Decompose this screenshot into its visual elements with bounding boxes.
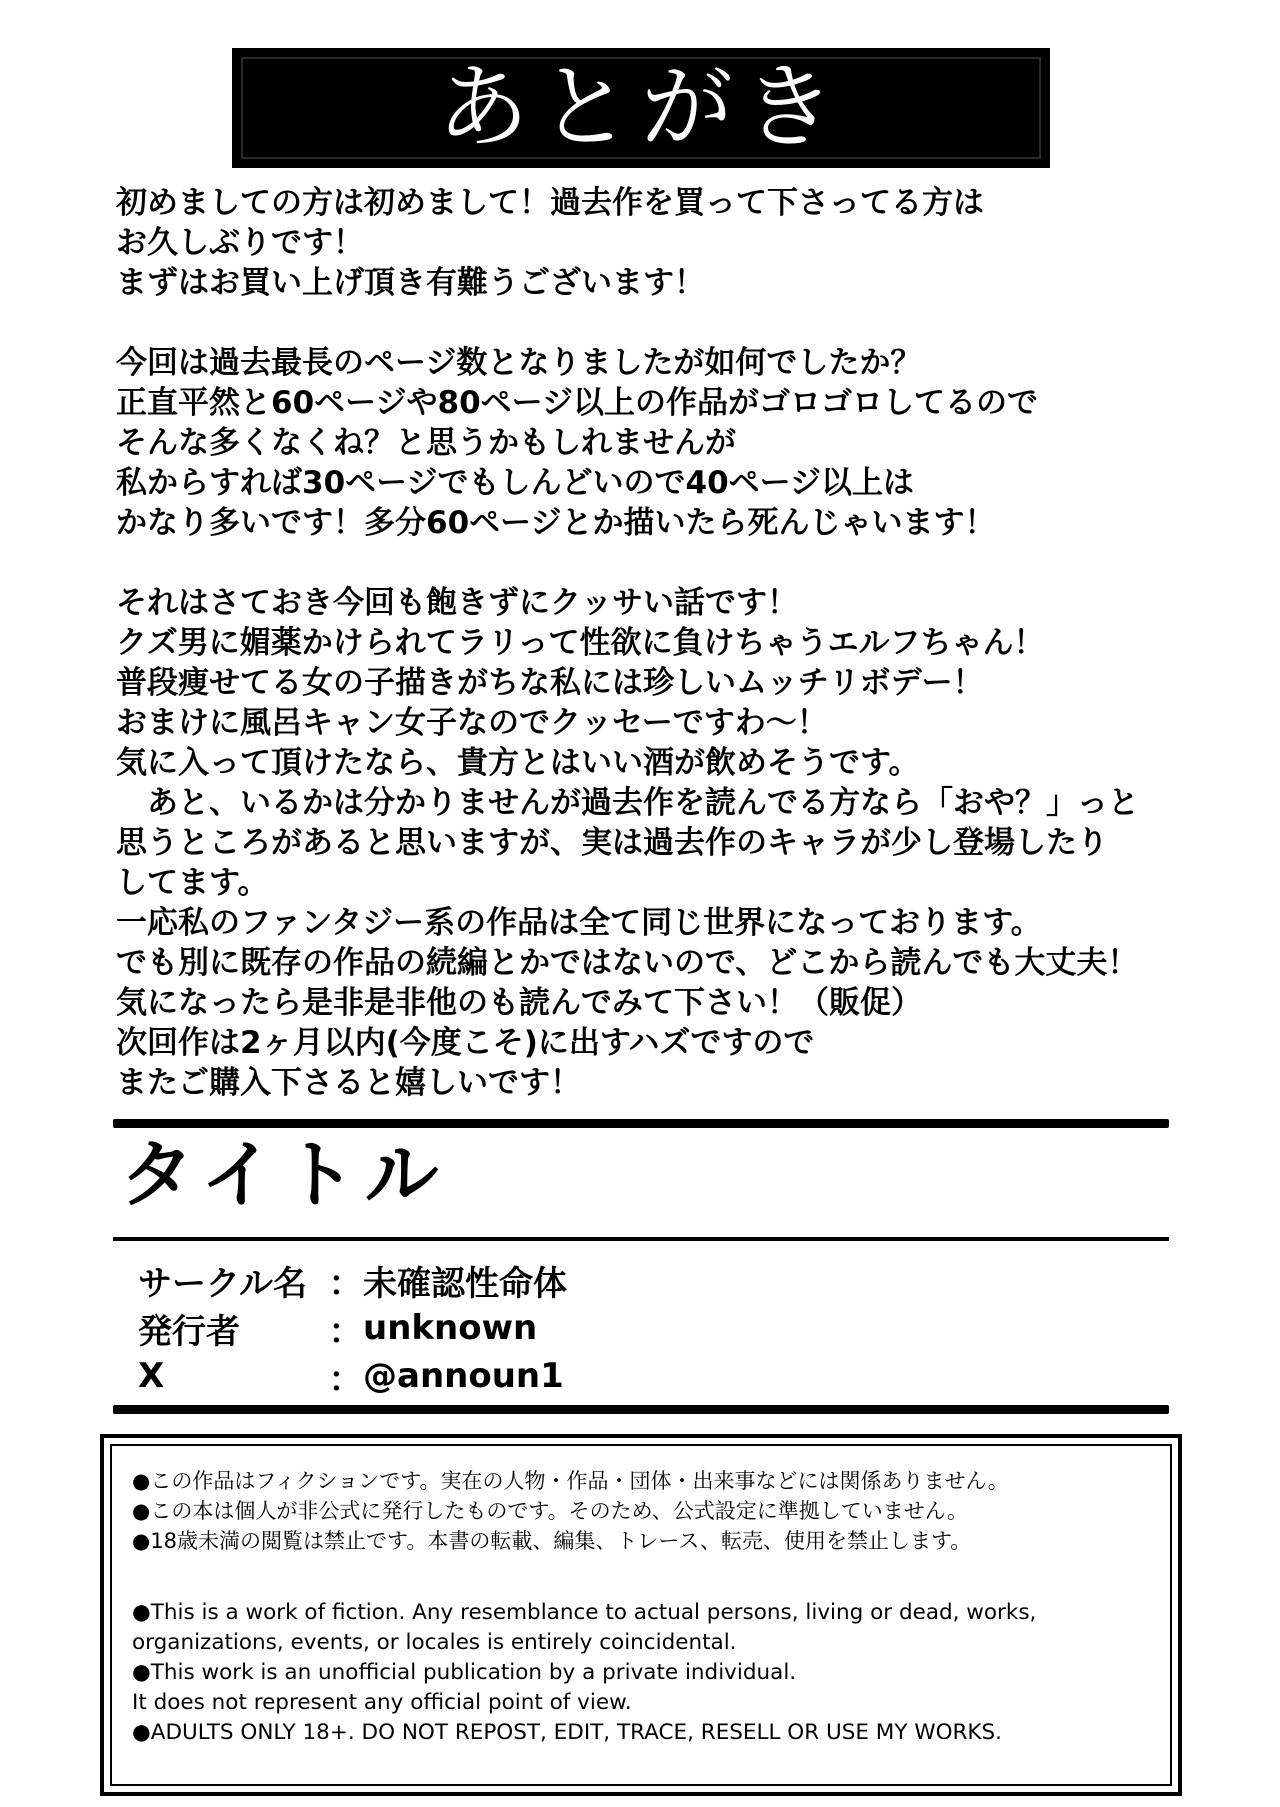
circle-name-label: サークル名 xyxy=(138,1263,307,1304)
separator: ： xyxy=(328,1359,363,1400)
afterword-line: でも別に既存の作品の続編とかではないので、どこから読んでも大丈夫！ xyxy=(116,945,1139,981)
colophon-row-x xyxy=(138,1352,567,1400)
afterword-line: そんな多くなくね？と思うかもしれませんが xyxy=(116,425,736,461)
afterword-line: 気になったら是非是非他のも読んでみて下さい！（販促） xyxy=(116,985,922,1021)
afterword-line: 私からすれば30ページでもしんどいので40ページ以上は xyxy=(116,465,915,501)
afterword-line: 今回は過去最長のページ数となりましたが如何でしたか？ xyxy=(116,345,922,381)
afterword-body xyxy=(116,183,1236,1103)
afterword-line: 正直平然と60ページや80ページ以上の作品がゴロゴロしてるので xyxy=(116,385,1039,421)
header-title: あとがき xyxy=(436,54,845,161)
x-label: X xyxy=(138,1356,165,1396)
afterword-line: かなり多いです！多分60ページとか描いたら死んじゃいます！ xyxy=(116,505,996,541)
afterword-line: 次回作は2ヶ月以内(今度こそ)に出すハズですので xyxy=(116,1025,815,1061)
x-handle-value: @announ1 xyxy=(363,1356,564,1396)
afterword-header-banner xyxy=(232,48,1050,168)
afterword-line: 普段痩せてる女の子描きがちな私には珍しいムッチリボデー！ xyxy=(116,665,984,701)
afterword-line: おまけに風呂キャン女子なのでクッセーですわ～！ xyxy=(116,705,828,741)
publisher-value: unknown xyxy=(363,1308,538,1348)
notice-line-jp: ●この本は個人が非公式に発行したものです。そのため、公式設定に準拠していません。 xyxy=(132,1499,969,1523)
separator: ： xyxy=(328,1311,363,1352)
colophon-info xyxy=(138,1256,567,1400)
divider-rule xyxy=(113,1405,1169,1414)
afterword-line: まずはお買い上げ頂き有難うございます！ xyxy=(116,265,705,301)
colophon-row-circle xyxy=(138,1256,567,1304)
afterword-line: してます。 xyxy=(116,865,269,901)
afterword-line: またご購入下さると嬉しいです！ xyxy=(116,1065,581,1101)
afterword-line: それはさておき今回も飽きずにクッサい話です！ xyxy=(116,585,798,621)
divider-rule xyxy=(113,1237,1169,1241)
notice-line-jp: ●18歳未満の閲覧は禁止です。本書の転載、編集、トレース、転売、使用を禁止します。 xyxy=(132,1529,972,1553)
notice-line-en: ●This is a work of fiction. Any resemblance to actual persons, living or dead, works, xyxy=(132,1600,1037,1625)
notice-line-en: organizations, events, or locales is entirely coincidental. xyxy=(132,1630,737,1655)
afterword-line: 初めましての方は初めまして！過去作を買って下さってる方は xyxy=(116,185,984,221)
afterword-line: 気に入って頂けたなら、貴方とはいい酒が飲めそうです。 xyxy=(116,745,920,781)
colophon-title: タイトル xyxy=(120,1132,447,1218)
divider-rule xyxy=(113,1119,1169,1128)
afterword-line: 一応私のファンタジー系の作品は全て同じ世界になっております。 xyxy=(116,905,1042,941)
notice-line-en: It does not represent any official point of view. xyxy=(132,1690,632,1715)
publisher-label: 発行者 xyxy=(138,1311,240,1352)
circle-name-value: 未確認性命体 xyxy=(363,1263,567,1304)
afterword-line: 思うところがあると思いますが、実は過去作のキャラが少し登場したり xyxy=(116,825,1108,861)
notice-text xyxy=(132,1466,1172,1748)
notice-line-en: ●This work is an unofficial publication by a private individual. xyxy=(132,1660,797,1685)
notice-line-en: ●ADULTS ONLY 18+. DO NOT REPOST, EDIT, TRACE, RESELL OR USE MY WORKS. xyxy=(132,1720,1003,1745)
afterword-line: あと、いるかは分かりませんが過去作を読んでる方なら「おや？」っと xyxy=(116,785,1139,821)
separator: ： xyxy=(328,1263,363,1304)
afterword-line: クズ男に媚薬かけられてラリって性欲に負けちゃうエルフちゃん！ xyxy=(116,625,1045,661)
afterword-line: お久しぶりです！ xyxy=(116,225,364,261)
colophon-row-publisher xyxy=(138,1304,567,1352)
notice-line-jp: ●この作品はフィクションです。実在の人物・作品・団体・出来事などには関係ありません。 xyxy=(132,1469,1009,1493)
